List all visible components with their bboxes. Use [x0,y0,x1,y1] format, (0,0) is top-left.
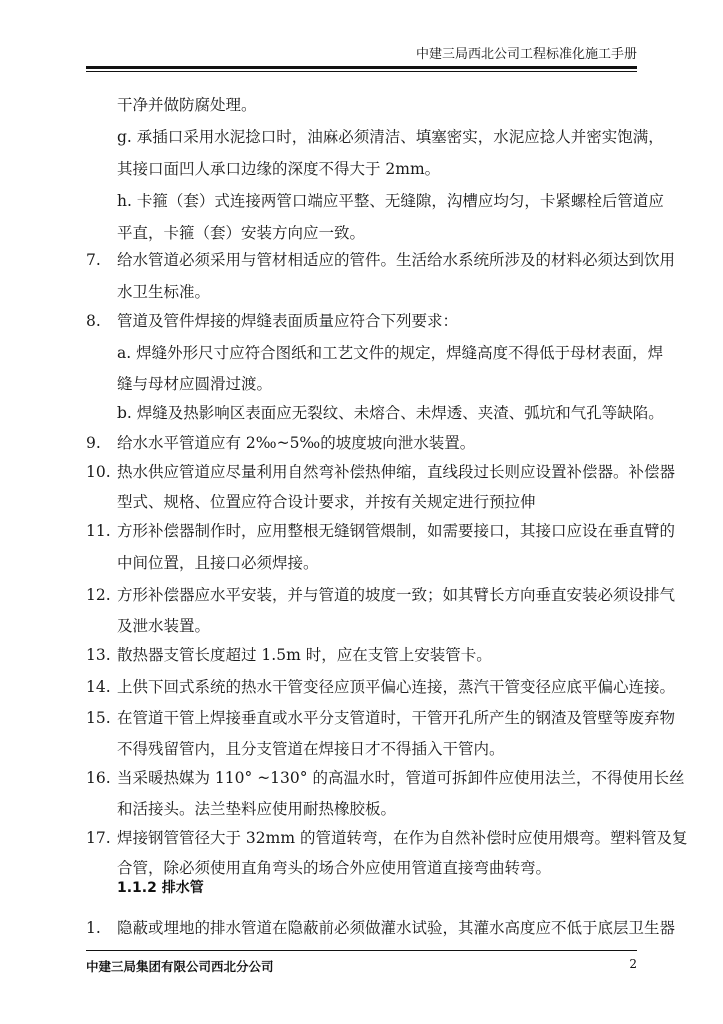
text-line: 合管，除必须使用直角弯头的场合外应使用管道直接弯曲转弯。 [117,859,552,877]
section-heading: 1.1.2 排水管 [117,880,204,896]
header-rule-thin [86,71,637,72]
list-number: 12. [86,586,111,604]
text-line: 当采暖热媒为 110° ~130° 的高温水时，管道可拆卸件应使用法兰，不得使用长丝 [117,769,685,787]
header-rule [86,66,637,69]
list-number: 7. [86,251,101,269]
text-line: 在管道干管上焊接垂直或水平分支管道时，干管开孔所产生的钢渣及管壁等废弃物 [117,709,676,727]
text-line: 散热器支管长度超过 1.5m 时，应在支管上安装管卡。 [117,646,492,664]
text-line: 给水水平管道应有 2‰~5‰的坡度坡向泄水装置。 [117,434,476,452]
text-line: 及泄水装置。 [117,617,211,635]
text-line: a. 焊缝外形尺寸应符合图纸和工艺文件的规定，焊缝高度不得低于母材表面，焊 [117,344,664,362]
text-line: 焊接钢管管径大于 32mm 的管道转弯，在作为自然补偿时应使用煨弯。塑料管及复 [117,829,688,847]
text-line: b. 焊缝及热影响区表面应无裂纹、未熔合、未焊透、夹渣、弧坑和气孔等缺陷。 [117,404,664,422]
text-line: 型式、规格、位置应符合设计要求，并按有关规定进行预拉伸 [117,493,536,511]
text-line: 管道及管件焊接的焊缝表面质量应符合下列要求： [117,312,459,330]
text-line: 平直，卡箍（套）安装方向应一致。 [117,224,366,242]
text-line: g. 承插口采用水泥捻口时，油麻必须清洁、填塞密实，水泥应捻人并密实饱满， [117,128,664,146]
footer-company-name: 中建三局集团有限公司西北分公司 [86,959,274,974]
list-number: 10. [86,463,111,481]
list-number: 9. [86,434,101,452]
text-line: 水卫生标准。 [117,283,211,301]
text-line: 缝与母材应圆滑过渡。 [117,375,273,393]
list-number: 8. [86,312,101,330]
text-line: 上供下回式系统的热水干管变径应顶平偏心连接，蒸汽干管变径应底平偏心连接。 [117,678,676,696]
text-line: 不得残留管内，且分支管道在焊接日才不得插入干管内。 [117,740,505,758]
list-number: 1. [86,919,101,937]
text-line: 隐蔽或埋地的排水管道在隐蔽前必须做灌水试验，其灌水高度应不低于底层卫生器 [117,919,676,937]
text-line: 热水供应管道应尽量利用自然弯补偿热伸缩，直线段过长则应设置补偿器。补偿器 [117,463,676,481]
list-number: 14. [86,678,111,696]
document-header-title: 中建三局西北公司工程标准化施工手册 [415,47,637,62]
list-number: 17. [86,829,111,847]
text-line: 和活接头。法兰垫料应使用耐热橡胶板。 [117,800,397,818]
list-number: 15. [86,709,111,727]
text-line: 方形补偿器应水平安装，并与管道的坡度一致；如其臂长方向垂直安装必须设排气 [117,586,676,604]
list-number: 16. [86,769,111,787]
text-line: 干净并做防腐处理。 [117,96,257,114]
text-line: 给水管道必须采用与管材相适应的管件。生活给水系统所涉及的材料必须达到饮用 [117,251,676,269]
page-number: 2 [629,957,637,971]
text-line: 中间位置，且接口必须焊接。 [117,554,319,572]
text-line: 其接口面凹人承口边缘的深度不得大于 2mm。 [117,160,441,178]
list-number: 11. [86,522,111,540]
footer-rule [86,950,637,951]
list-number: 13. [86,646,111,664]
text-line: 方形补偿器制作时，应用整根无缝钢管煨制，如需要接口，其接口应设在垂直臂的 [117,522,676,540]
text-line: h. 卡箍（套）式连接两管口端应平整、无缝隙，沟槽应均匀，卡紧螺栓后管道应 [117,192,664,210]
